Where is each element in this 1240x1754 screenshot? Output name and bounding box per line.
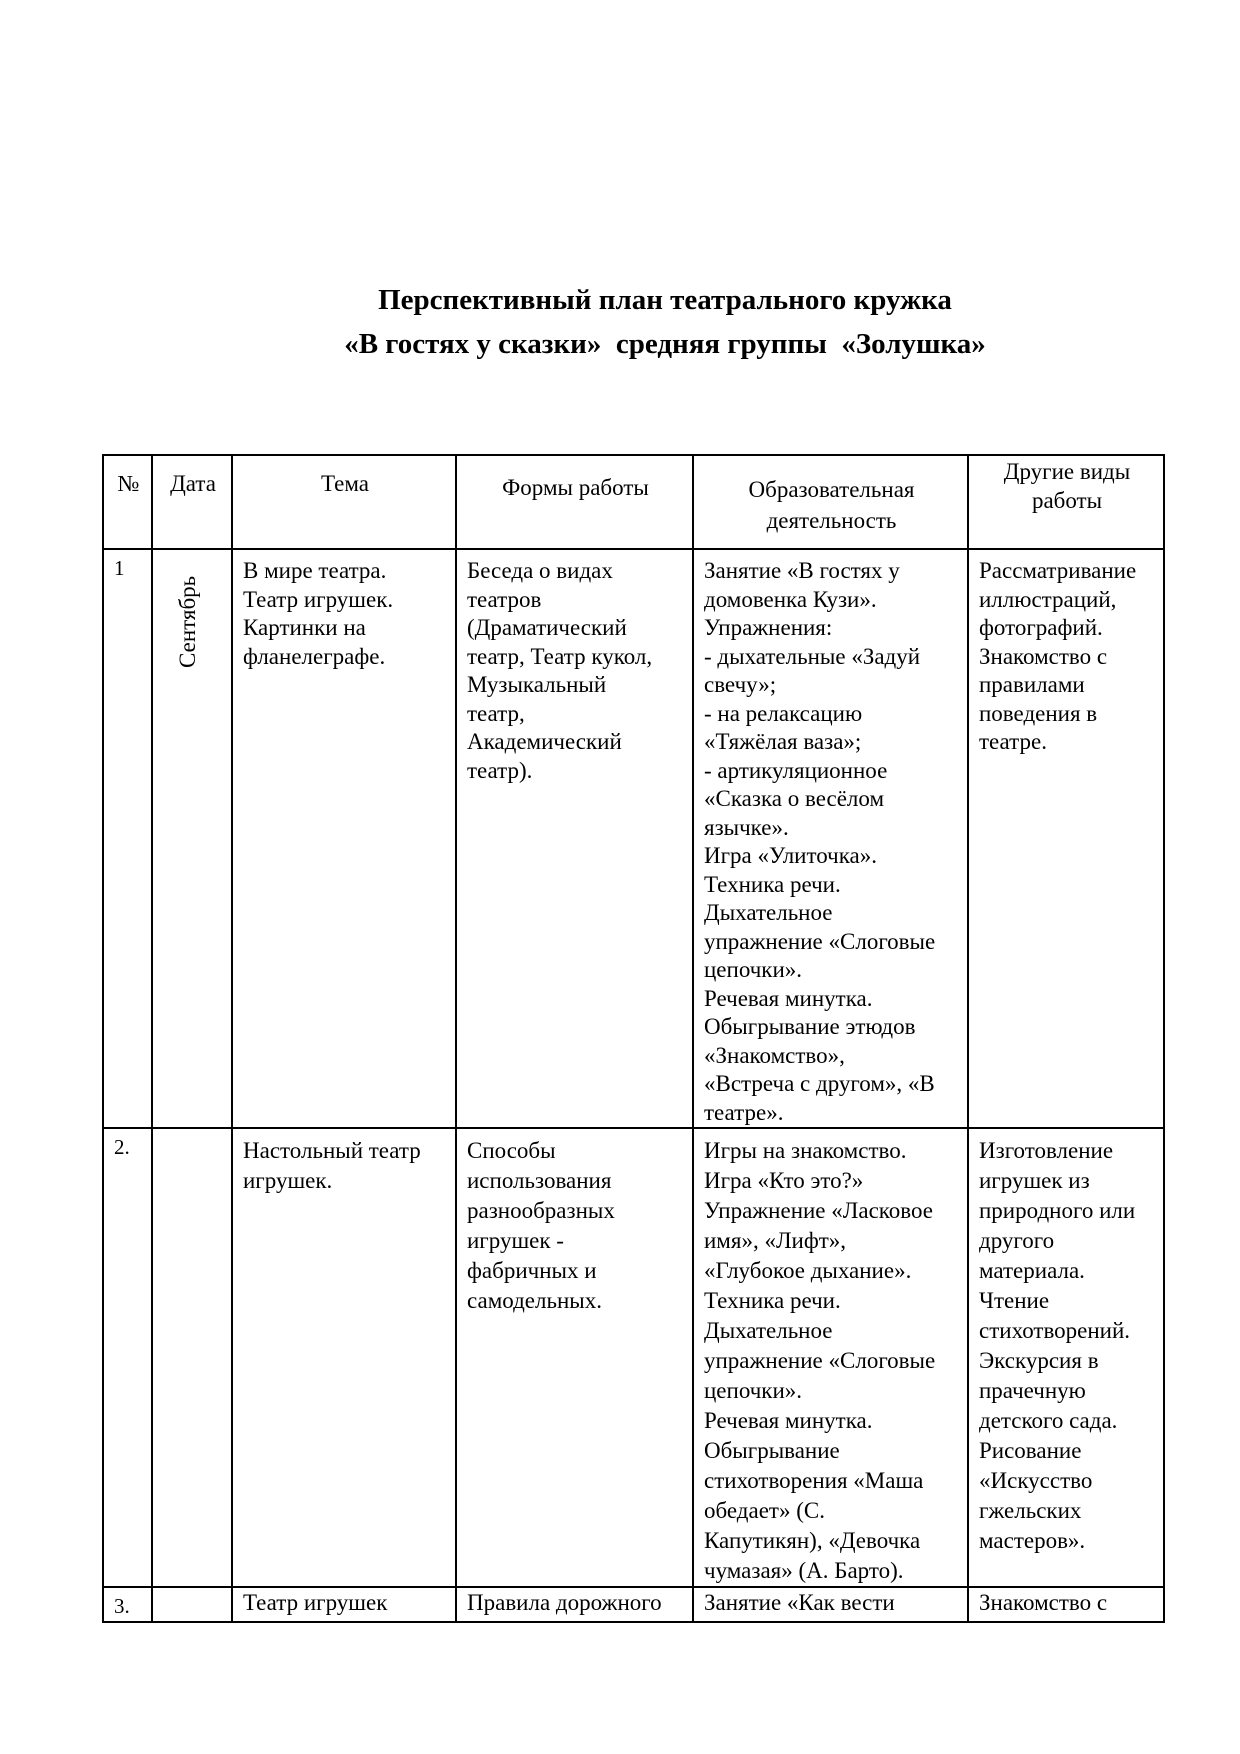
row-other xyxy=(968,549,1164,1128)
row-topic xyxy=(232,549,456,1128)
row-edu xyxy=(693,549,968,1128)
title-line-1: Перспективный план театрального кружка xyxy=(378,284,952,316)
cell-line: стихотворений. xyxy=(979,1318,1131,1343)
cell-line: природного или xyxy=(979,1198,1136,1223)
row-date xyxy=(152,549,232,1128)
cell-line: Настольный театр xyxy=(243,1138,421,1163)
table-row xyxy=(103,549,1164,1128)
cell-line: театр, xyxy=(467,700,525,726)
cell-line: Академический xyxy=(467,729,622,754)
cell-line: Занятие «Как вести xyxy=(704,1590,895,1615)
cell-line: Дыхательное xyxy=(704,1318,833,1343)
row-date xyxy=(152,1587,232,1622)
cell-line: чумазая» (А. Барто). xyxy=(704,1558,904,1583)
row-other xyxy=(968,1587,1164,1622)
header-other: Другие виды работы xyxy=(968,455,1164,549)
header-edu: Образовательная деятельность xyxy=(693,455,968,549)
row-forms xyxy=(456,1587,693,1622)
cell-line: театр, Театр кукол, xyxy=(467,643,653,669)
row-forms xyxy=(456,1128,693,1587)
cell-line: «Знакомство», xyxy=(704,1042,845,1068)
cell-line: домовенка Кузи». xyxy=(704,586,877,612)
cell-line: упражнение «Слоговые xyxy=(704,1348,936,1373)
cell-line: правилами xyxy=(979,672,1085,697)
cell-line: - артикуляционное xyxy=(704,757,888,783)
cell-line: Экскурсия в xyxy=(979,1348,1099,1373)
cell-line: Занятие «В гостях у xyxy=(704,558,900,583)
cell-line: Обыгрывание этюдов xyxy=(704,1014,916,1039)
cell-line: Техника речи. xyxy=(704,871,841,897)
row-number: 1 xyxy=(103,549,152,1128)
cell-line: Игры на знакомство. xyxy=(704,1138,907,1163)
cell-line: Изготовление xyxy=(979,1138,1114,1163)
table-row xyxy=(103,1587,1164,1622)
cell-line: имя», «Лифт», xyxy=(704,1228,847,1253)
cell-line: иллюстраций, xyxy=(979,586,1117,612)
plan-table xyxy=(102,454,1165,1623)
cell-line: другого xyxy=(979,1228,1055,1253)
row-edu xyxy=(693,1128,968,1587)
cell-line: - на релаксацию xyxy=(704,700,863,726)
cell-line: Знакомство с xyxy=(979,1590,1108,1615)
cell-line: «Встреча с другом», «В xyxy=(704,1071,935,1096)
cell-line: цепочки». xyxy=(704,957,803,982)
cell-line: игрушек - xyxy=(467,1228,564,1253)
cell-line: Знакомство с xyxy=(979,643,1108,669)
cell-line: мастеров». xyxy=(979,1528,1086,1553)
month-label: Сентябрь xyxy=(175,575,200,668)
cell-line: детского сада. xyxy=(979,1408,1118,1433)
cell-line: «Искусство xyxy=(979,1468,1093,1493)
cell-line: Дыхательное xyxy=(704,900,833,925)
cell-line: Капутикян), «Девочка xyxy=(704,1528,921,1553)
cell-line: игрушек из xyxy=(979,1168,1090,1193)
cell-line: использования xyxy=(467,1168,612,1193)
title-line-2: «В гостях у сказки» средняя группы «Золушка» xyxy=(344,328,986,360)
cell-line: - дыхательные «Задуй xyxy=(704,643,921,669)
cell-line: Упражнения: xyxy=(704,615,833,640)
header-num: № xyxy=(103,455,152,549)
row-date xyxy=(152,1128,232,1587)
row-number: 2. xyxy=(103,1128,152,1587)
cell-line: Рисование xyxy=(979,1438,1082,1463)
cell-line: цепочки». xyxy=(704,1378,803,1403)
header-topic: Тема xyxy=(232,455,456,549)
header-forms: Формы работы xyxy=(456,455,693,549)
cell-line: Упражнение «Ласковое xyxy=(704,1198,933,1223)
cell-line: Речевая минутка. xyxy=(704,1408,873,1433)
cell-line: фабричных и xyxy=(467,1258,597,1283)
row-topic xyxy=(232,1587,456,1622)
cell-line: обедает» (С. xyxy=(704,1498,825,1523)
cell-line: гжельских xyxy=(979,1498,1082,1523)
cell-line: театре. xyxy=(979,729,1047,754)
cell-line: поведения в xyxy=(979,700,1098,726)
page-title xyxy=(0,278,1240,366)
cell-line: Игра «Кто это?» xyxy=(704,1168,864,1193)
cell-line: прачечную xyxy=(979,1378,1086,1403)
cell-line: материала. xyxy=(979,1258,1085,1283)
cell-line: Беседа о видах xyxy=(467,558,613,583)
cell-line: самодельных. xyxy=(467,1288,602,1313)
cell-line: фланелеграфе. xyxy=(243,643,386,669)
cell-line: Картинки на xyxy=(243,615,366,640)
cell-line: Правила дорожного xyxy=(467,1590,662,1615)
cell-line: театре». xyxy=(704,1099,784,1125)
cell-line: Игра «Улиточка». xyxy=(704,843,877,868)
cell-line: В мире театра. xyxy=(243,558,387,583)
cell-line: фотографий. xyxy=(979,615,1103,640)
cell-line: театров xyxy=(467,586,542,612)
header-date: Дата xyxy=(152,455,232,549)
cell-line: Театр игрушек xyxy=(243,1590,388,1615)
row-other xyxy=(968,1128,1164,1587)
cell-line: Рассматривание xyxy=(979,558,1137,583)
cell-line: свечу»; xyxy=(704,672,777,697)
cell-line: Речевая минутка. xyxy=(704,985,873,1011)
cell-line: «Сказка о весёлом xyxy=(704,786,885,811)
cell-line: стихотворения «Маша xyxy=(704,1468,924,1493)
table-row xyxy=(103,1128,1164,1587)
cell-line: разнообразных xyxy=(467,1198,615,1223)
cell-line: игрушек. xyxy=(243,1168,333,1193)
row-topic xyxy=(232,1128,456,1587)
cell-line: театр). xyxy=(467,757,533,783)
cell-line: «Глубокое дыхание». xyxy=(704,1258,912,1283)
cell-line: Театр игрушек. xyxy=(243,586,394,612)
cell-line: «Тяжёлая ваза»; xyxy=(704,729,862,754)
row-edu xyxy=(693,1587,968,1622)
cell-line: Чтение xyxy=(979,1288,1050,1313)
cell-line: упражнение «Слоговые xyxy=(704,928,936,954)
cell-line: (Драматический xyxy=(467,615,627,640)
cell-line: Обыгрывание xyxy=(704,1438,840,1463)
row-number: 3. xyxy=(103,1587,152,1622)
header-row xyxy=(103,455,1164,549)
row-forms xyxy=(456,549,693,1128)
cell-line: Техника речи. xyxy=(704,1288,841,1313)
cell-line: язычке». xyxy=(704,814,789,840)
cell-line: Способы xyxy=(467,1138,556,1163)
cell-line: Музыкальный xyxy=(467,672,607,697)
